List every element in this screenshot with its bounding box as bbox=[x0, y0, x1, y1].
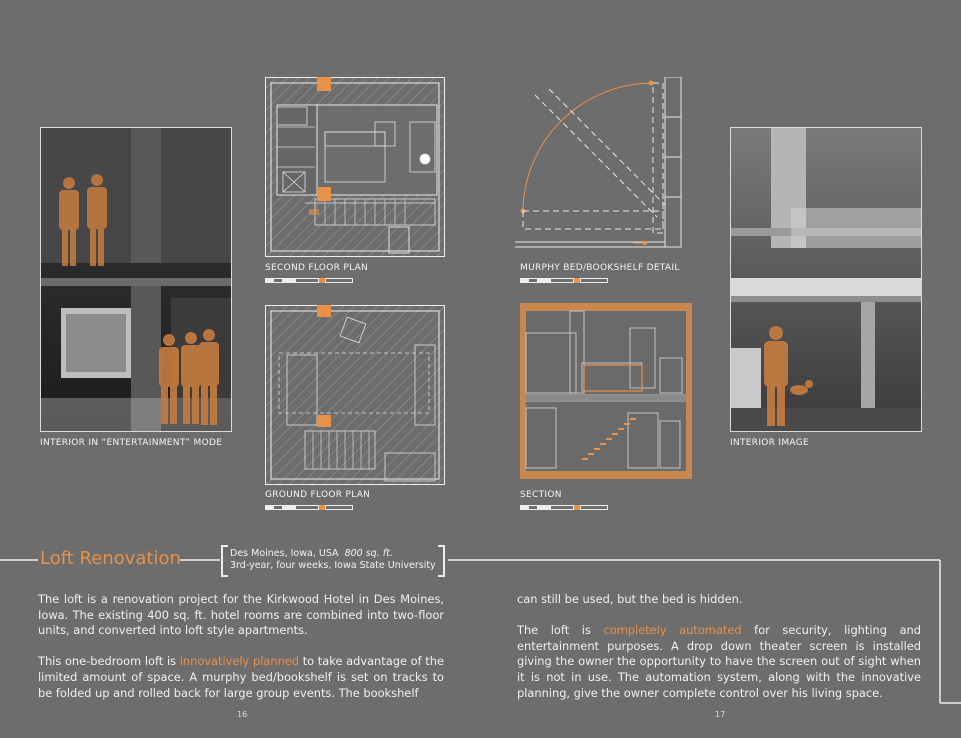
second-floor-plan bbox=[265, 77, 445, 257]
caption-ground-floor: GROUND FLOOR PLAN bbox=[265, 490, 371, 500]
scale-bar-ground bbox=[265, 505, 355, 510]
caption-entertainment: INTERIOR IN “ENTERTAINMENT” MODE bbox=[40, 438, 223, 448]
section-drawing bbox=[520, 303, 692, 479]
page-number-left: 16 bbox=[237, 710, 248, 719]
scale-bar-section bbox=[520, 505, 610, 510]
highlight-automated: completely automated bbox=[603, 623, 742, 638]
project-location: Des Moines, Iowa, USA bbox=[230, 548, 339, 559]
page-number-right: 17 bbox=[715, 710, 726, 719]
paragraph-automation: The loft is completely automated for security, lighting and entertainment purposes. A drop down theater screen is installed giving the owner the opportunity to have the screen out of sight when it is not in use. The automation system, along with the innovative planning, give the owner complete control over his living space. bbox=[517, 623, 921, 700]
murphy-bed-detail bbox=[515, 77, 700, 257]
ground-floor-plan bbox=[265, 305, 445, 485]
highlight-planned: innovatively planned bbox=[179, 654, 300, 669]
scale-bar-murphy bbox=[520, 278, 610, 283]
interior-photo bbox=[730, 127, 922, 432]
project-area: 800 sq. ft. bbox=[344, 548, 393, 559]
paragraph-bookshelf: can still be used, but the bed is hidden. bbox=[517, 592, 743, 606]
project-meta bbox=[230, 548, 436, 572]
caption-second-floor: SECOND FLOOR PLAN bbox=[265, 263, 369, 273]
caption-section: SECTION bbox=[520, 490, 562, 500]
project-title: Loft Renovation bbox=[40, 548, 181, 569]
right-column-text bbox=[517, 592, 921, 717]
left-column-text bbox=[38, 592, 444, 717]
entertainment-mode-photo bbox=[40, 127, 232, 432]
scale-bar-second bbox=[265, 278, 355, 283]
caption-murphy: MURPHY BED/BOOKSHELF DETAIL bbox=[520, 263, 680, 273]
paragraph-intro: The loft is a renovation project for the Kirkwood Hotel in Des Moines, Iowa. The existing 400 sq. ft. hotel rooms are combined into two-floor units, and converted into loft style apartments. bbox=[38, 592, 444, 638]
paragraph-planning: This one-bedroom loft is innovatively planned to take advantage of the limited amount of space. A murphy bed/bookshelf is set on tracks to be folded up and rolled back for large group events. The bookshelf bbox=[38, 654, 444, 700]
caption-interior: INTERIOR IMAGE bbox=[730, 438, 809, 448]
project-course: 3rd-year, four weeks, Iowa State University bbox=[230, 560, 436, 571]
